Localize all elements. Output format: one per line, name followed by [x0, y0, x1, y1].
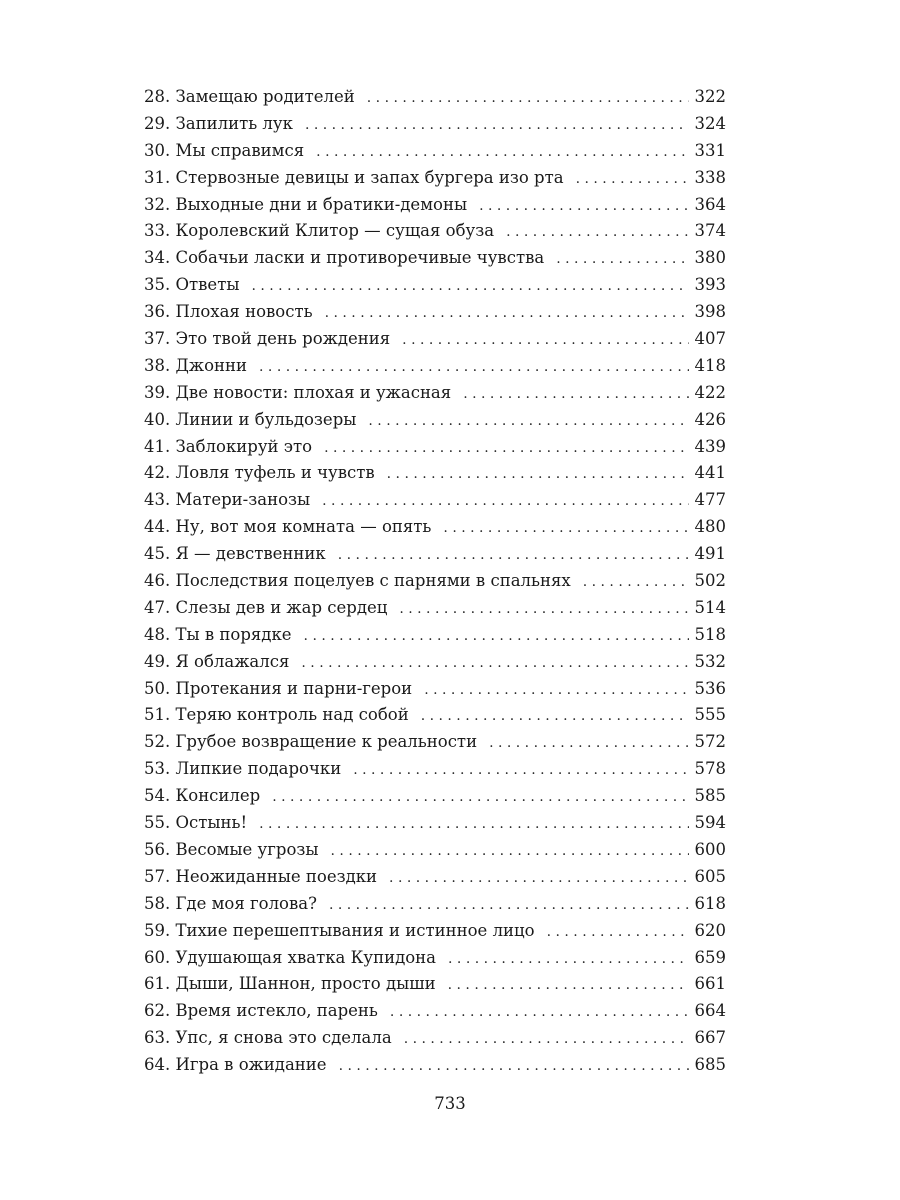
toc-entry-page: 659 — [694, 947, 726, 967]
toc-entry-page: 338 — [694, 167, 726, 187]
toc-entry — [144, 837, 726, 864]
toc-entry — [144, 1025, 726, 1052]
toc-entry — [144, 729, 726, 756]
toc-entry-page: 439 — [694, 436, 726, 456]
dot-leader — [304, 623, 689, 650]
toc-entry-title: 57. Неожиданные поездки — [144, 866, 378, 886]
toc-entry-title: 56. Весомые угрозы — [144, 839, 319, 859]
toc-entry-title: 30. Мы справимся — [144, 140, 305, 160]
dot-leader — [556, 246, 688, 273]
dot-leader — [576, 166, 689, 193]
toc-entry-page: 491 — [694, 544, 726, 564]
toc-entry — [144, 353, 726, 380]
toc-entry-title: 64. Игра в ожидание — [144, 1055, 327, 1075]
toc-entry-page: 407 — [694, 329, 726, 349]
toc-entry-page: 518 — [694, 624, 726, 644]
toc-entry — [144, 111, 726, 138]
toc-entry — [144, 165, 726, 192]
toc-entry — [144, 568, 726, 595]
toc-entry-page: 380 — [694, 248, 726, 268]
toc-entry-page: 620 — [694, 920, 726, 940]
toc-entry — [144, 487, 726, 514]
dot-leader — [547, 919, 689, 946]
toc-entry-title: 40. Линии и бульдозеры — [144, 409, 357, 429]
toc-entry-title: 41. Заблокируй это — [144, 436, 313, 456]
toc-entry — [144, 514, 726, 541]
toc-entry-page: 364 — [694, 194, 726, 214]
toc-entry-page: 594 — [694, 813, 726, 833]
dot-leader — [325, 300, 689, 327]
toc-entry-title: 53. Липкие подарочки — [144, 759, 342, 779]
toc-entry-title: 62. Время истекло, парень — [144, 1001, 378, 1021]
toc-entry-title: 42. Ловля туфель и чувств — [144, 463, 375, 483]
toc-entry — [144, 622, 726, 649]
dot-leader — [404, 1026, 689, 1053]
toc-entry-page: 331 — [694, 140, 726, 160]
toc-entry-title: 50. Протекания и парни-герои — [144, 678, 413, 698]
toc-entry-title: 37. Это твой день рождения — [144, 329, 391, 349]
dot-leader — [389, 865, 688, 892]
toc-entry-title: 45. Я — девственник — [144, 544, 326, 564]
toc-entry-page: 480 — [694, 517, 726, 537]
dot-leader — [399, 596, 688, 623]
dot-leader — [489, 730, 688, 757]
dot-leader — [479, 193, 688, 220]
toc-entry — [144, 299, 726, 326]
toc-entry-title: 54. Консилер — [144, 786, 261, 806]
toc-entry — [144, 84, 726, 111]
dot-leader — [339, 1053, 689, 1080]
toc-entry-page: 422 — [694, 382, 726, 402]
toc-entry — [144, 434, 726, 461]
toc-entry — [144, 595, 726, 622]
toc-entry-title: 49. Я облажался — [144, 651, 290, 671]
dot-leader — [338, 542, 689, 569]
toc-entry-page: 374 — [694, 221, 726, 241]
toc-entry-page: 555 — [694, 705, 726, 725]
dot-leader — [421, 703, 689, 730]
toc-entry-title: 33. Королевский Клитор — сущая обуза — [144, 221, 495, 241]
dot-leader — [353, 757, 688, 784]
dot-leader — [448, 972, 689, 999]
dot-leader — [368, 408, 688, 435]
toc-entry-page: 441 — [694, 463, 726, 483]
toc-entry-title: 58. Где моя голова? — [144, 893, 317, 913]
toc-entry-page: 536 — [694, 678, 726, 698]
toc-entry — [144, 192, 726, 219]
toc-entry — [144, 326, 726, 353]
toc-entry-page: 585 — [694, 786, 726, 806]
toc-entry — [144, 810, 726, 837]
toc-entry-page: 322 — [694, 87, 726, 106]
dot-leader — [316, 139, 688, 166]
toc-entry-page: 618 — [694, 893, 726, 913]
toc-entry — [144, 998, 726, 1025]
toc-entry — [144, 1052, 726, 1079]
toc-entry — [144, 272, 726, 299]
toc-entry-title: 38. Джонни — [144, 355, 248, 375]
toc-entry-title: 51. Теряю контроль над собой — [144, 705, 409, 725]
dot-leader — [390, 999, 689, 1026]
toc-entry — [144, 218, 726, 245]
toc-entry-title: 46. Последствия поцелуев с парнями в спальнях — [144, 571, 571, 591]
toc-entry-title: 63. Упс, я снова это сделала — [144, 1028, 392, 1048]
toc-entry-title: 44. Ну, вот моя комната — опять — [144, 517, 432, 537]
dot-leader — [259, 811, 688, 838]
toc-entry — [144, 971, 726, 998]
toc-entry — [144, 138, 726, 165]
dot-leader — [387, 461, 689, 488]
table-of-contents — [144, 84, 726, 1079]
toc-entry-page: 578 — [694, 759, 726, 779]
toc-entry-page: 393 — [694, 275, 726, 295]
page-number: 733 — [434, 1094, 466, 1113]
toc-entry — [144, 945, 726, 972]
toc-entry-title: 61. Дыши, Шаннон, просто дыши — [144, 974, 436, 994]
toc-entry — [144, 676, 726, 703]
dot-leader — [331, 838, 689, 865]
dot-leader — [367, 85, 689, 112]
dot-leader — [463, 381, 688, 408]
toc-entry — [144, 918, 726, 945]
toc-entry-page: 661 — [694, 974, 726, 994]
dot-leader — [305, 112, 689, 139]
dot-leader — [583, 569, 689, 596]
toc-entry-page: 685 — [694, 1055, 726, 1075]
toc-entry-title: 43. Матери-занозы — [144, 490, 311, 510]
toc-entry-page: 600 — [694, 839, 726, 859]
toc-entry-page: 418 — [694, 355, 726, 375]
dot-leader — [272, 784, 688, 811]
dot-leader — [259, 354, 688, 381]
dot-leader — [324, 435, 688, 462]
toc-entry-title: 31. Стервозные девицы и запах бургера изо рта — [144, 167, 564, 187]
toc-entry-title: 55. Остынь! — [144, 813, 248, 833]
toc-entry-title: 39. Две новости: плохая и ужасная — [144, 382, 452, 402]
toc-entry — [144, 460, 726, 487]
toc-entry — [144, 407, 726, 434]
dot-leader — [402, 327, 688, 354]
toc-entry-page: 502 — [694, 571, 726, 591]
toc-entry-title: 59. Тихие перешептывания и истинное лицо — [144, 920, 535, 940]
toc-entry-page: 514 — [694, 597, 726, 617]
toc-entry-title: 47. Слезы дев и жар сердец — [144, 597, 388, 617]
toc-entry-title: 28. Замещаю родителей — [144, 87, 355, 106]
toc-entry-title: 60. Удушающая хватка Купидона — [144, 947, 437, 967]
dot-leader — [443, 515, 688, 542]
toc-entry — [144, 245, 726, 272]
toc-entry — [144, 649, 726, 676]
toc-entry — [144, 864, 726, 891]
toc-entry-page: 398 — [694, 302, 726, 322]
toc-entry-page: 605 — [694, 866, 726, 886]
toc-entry-page: 477 — [694, 490, 726, 510]
toc-entry-page: 664 — [694, 1001, 726, 1021]
toc-entry-title: 34. Собачьи ласки и противоречивые чувства — [144, 248, 545, 268]
toc-entry-title: 36. Плохая новость — [144, 302, 313, 322]
toc-entry — [144, 380, 726, 407]
toc-entry — [144, 756, 726, 783]
toc-entry-page: 324 — [694, 113, 726, 133]
toc-entry — [144, 541, 726, 568]
dot-leader — [251, 273, 688, 300]
dot-leader — [506, 219, 688, 246]
toc-entry-title: 35. Ответы — [144, 275, 240, 295]
toc-entry-page: 572 — [694, 732, 726, 752]
dot-leader — [301, 650, 688, 677]
toc-entry-page: 426 — [694, 409, 726, 429]
toc-entry-title: 32. Выходные дни и братики-демоны — [144, 194, 468, 214]
toc-entry-title: 48. Ты в порядке — [144, 624, 292, 644]
toc-entry — [144, 891, 726, 918]
dot-leader — [448, 946, 688, 973]
dot-leader — [322, 488, 688, 515]
toc-entry — [144, 702, 726, 729]
toc-entry-page: 667 — [694, 1028, 726, 1048]
toc-entry-title: 52. Грубое возвращение к реальности — [144, 732, 478, 752]
toc-entry — [144, 783, 726, 810]
dot-leader — [329, 892, 689, 919]
toc-entry-page: 532 — [694, 651, 726, 671]
dot-leader — [424, 677, 688, 704]
toc-entry-title: 29. Запилить лук — [144, 113, 293, 133]
